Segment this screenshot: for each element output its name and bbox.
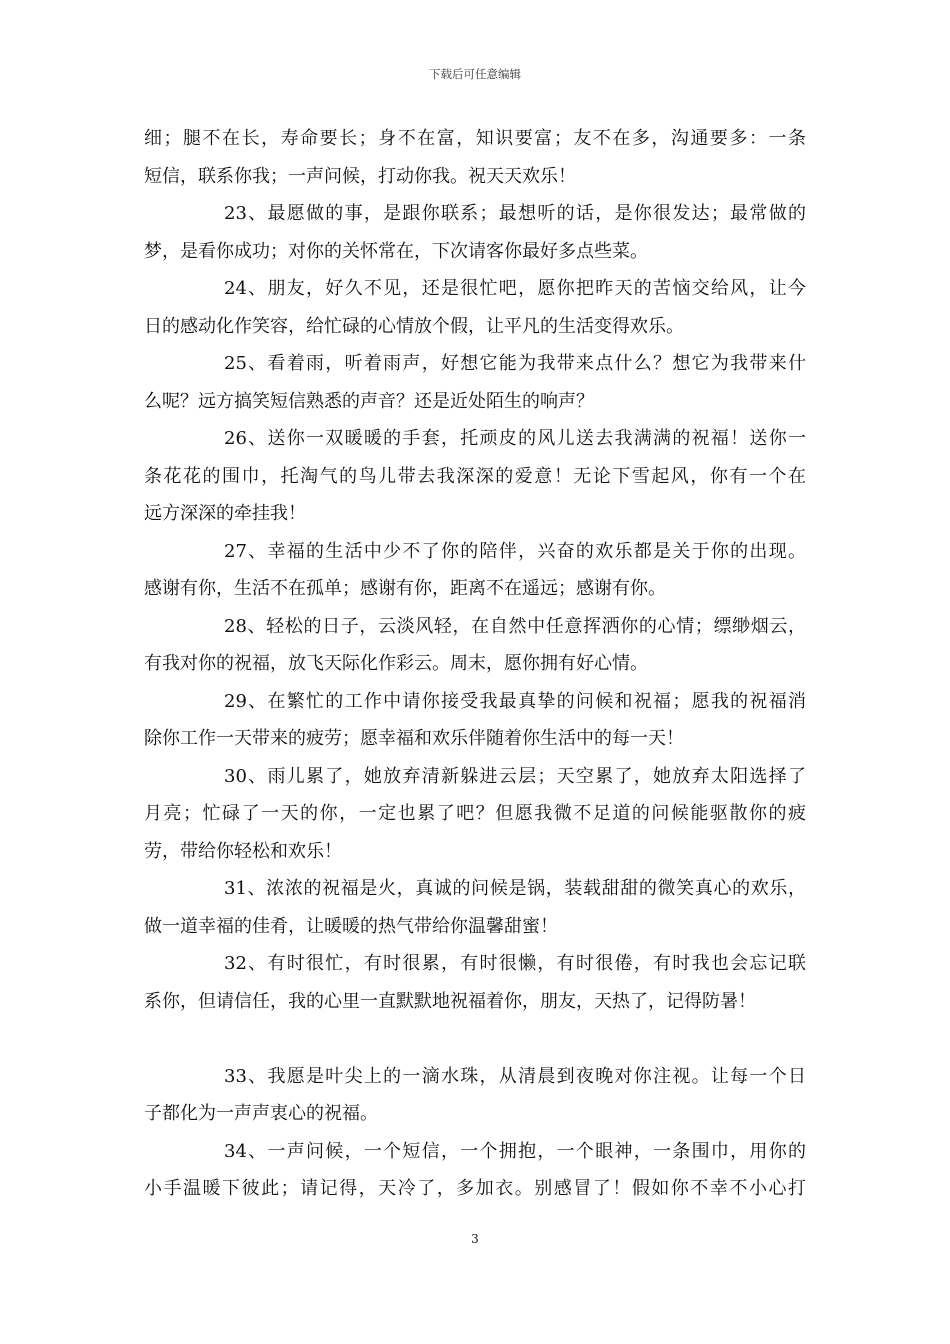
text-line: 24、朋友，好久不见，还是很忙吧，愿你把昨天的苦恼交给风，让今 <box>224 278 806 299</box>
paragraph-29 <box>144 683 806 758</box>
page-header: 下载后可任意编辑 <box>429 67 521 81</box>
text-line: 短信，联系你我；一声问候，打动你我。祝天天欢乐！ <box>144 165 576 187</box>
text-line: 33、我愿是叶尖上的一滴水珠，从清晨到夜晚对你注视。让每一个日 <box>224 1065 806 1087</box>
paragraph-30 <box>144 758 806 871</box>
text-line: 做一道幸福的佳肴，让暖暖的热气带给你温馨甜蜜！ <box>144 915 558 937</box>
text-line: 除你工作一天带来的疲劳；愿幸福和欢乐伴随着你生活中的每一天！ <box>144 728 684 749</box>
paragraph-25 <box>144 345 806 420</box>
text-line: 27、幸福的生活中少不了你的陪伴，兴奋的欢乐都是关于你的出现。 <box>224 540 806 562</box>
text-line: 26、送你一双暖暖的手套，托顽皮的风儿送去我满满的祝福！送你一 <box>224 428 806 449</box>
text-line: 30、雨儿累了，她放弃清新躲进云层；天空累了，她放弃太阳选择了 <box>224 765 806 787</box>
text-line: 么呢？远方搞笑短信熟悉的声音？还是近处陌生的响声？ <box>144 390 594 412</box>
text-line: 条花花的围巾，托淘气的鸟儿带去我深深的爱意！无论下雪起风，你有一个在 <box>144 465 806 487</box>
text-line: 小手温暖下彼此；请记得，天冷了，多加衣。别感冒了！假如你不幸不小心打 <box>144 1178 806 1199</box>
blank-line <box>144 1020 806 1058</box>
text-line: 梦，是看你成功；对你的关怀常在，下次请客你最好多点些菜。 <box>144 240 648 262</box>
text-line: 32、有时很忙，有时很累，有时很懒，有时很倦，有时我也会忘记联 <box>224 953 806 974</box>
page-number: 3 <box>471 1232 479 1246</box>
text-line: 34、一声问候，一个短信，一个拥抱，一个眼神，一条围巾，用你的 <box>224 1140 806 1162</box>
paragraph-continued <box>144 120 806 195</box>
paragraph-34 <box>144 1133 806 1208</box>
text-line: 有我对你的祝福，放飞天际化作彩云。周末，愿你拥有好心情。 <box>144 653 648 674</box>
text-line: 细；腿不在长，寿命要长；身不在富，知识要富；友不在多，沟通要多：一条 <box>144 128 806 149</box>
text-line: 23、最愿做的事，是跟你联系；最想听的话，是你很发达；最常做的 <box>224 203 806 224</box>
paragraph-26 <box>144 420 806 533</box>
paragraph-23 <box>144 195 806 270</box>
text-line: 劳，带给你轻松和欢乐！ <box>144 840 342 862</box>
text-line: 系你，但请信任，我的心里一直默默地祝福着你，朋友，天热了，记得防暑！ <box>144 990 756 1012</box>
paragraph-24 <box>144 270 806 345</box>
text-line: 25、看着雨，听着雨声，好想它能为我带来点什么？想它为我带来什 <box>224 353 806 374</box>
paragraph-27 <box>144 533 806 608</box>
text-line: 感谢有你，生活不在孤单；感谢有你，距离不在遥远；感谢有你。 <box>144 578 666 599</box>
text-line: 31、浓浓的祝福是火，真诚的问候是锅，装载甜甜的微笑真心的欢乐， <box>224 878 806 899</box>
text-line: 28、轻松的日子，云淡风轻，在自然中任意挥洒你的心情；缥缈烟云， <box>224 615 806 637</box>
text-line: 子都化为一声声衷心的祝福。 <box>144 1103 378 1124</box>
paragraph-33 <box>144 1058 806 1133</box>
paragraph-28 <box>144 608 806 683</box>
text-line: 月亮；忙碌了一天的你，一定也累了吧？但愿我微不足道的问候能驱散你的疲 <box>144 803 806 824</box>
document-body <box>144 120 806 1208</box>
text-line: 29、在繁忙的工作中请你接受我最真挚的问候和祝福；愿我的祝福消 <box>224 690 806 712</box>
paragraph-32 <box>144 945 806 1020</box>
text-line: 远方深深的牵挂我！ <box>144 503 306 524</box>
paragraph-31 <box>144 870 806 945</box>
text-line: 日的感动化作笑容，给忙碌的心情放个假，让平凡的生活变得欢乐。 <box>144 315 684 337</box>
